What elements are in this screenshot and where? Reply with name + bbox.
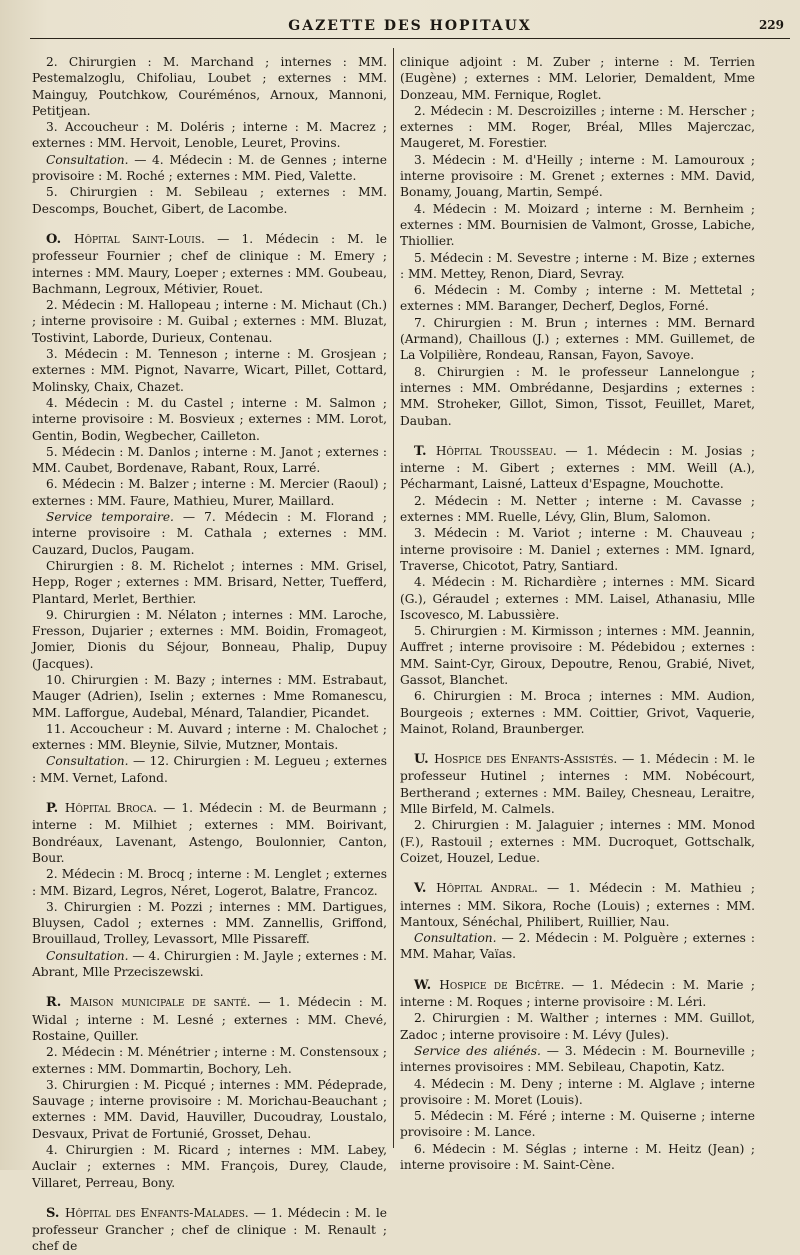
paragraph (32, 1077, 387, 1142)
paragraph-text: — 1. Médecin : M. de Beurmann ; interne : M. Milhiet ; externes : MM. Boirivant, Bondréaux, Lavenant, Astengo, Boulonnier, Canton, Bour. (32, 801, 387, 865)
paragraph-text: 2. Médecin : M. Netter ; interne : M. Cavasse ; externes : MM. Ruelle, Lévy, Glin, Blum, Salomon. (400, 493, 755, 525)
paragraph (32, 54, 387, 119)
hospital-name: Maison municipale de santé. (69, 995, 251, 1010)
section-letter: S. (46, 1205, 66, 1221)
service-label: Consultation. (46, 948, 129, 963)
paragraph (400, 282, 755, 315)
paragraph-text: 4. Médecin : M. Deny ; interne : M. Alglave ; interne provisoire : M. Moret (Louis). (400, 1076, 755, 1107)
paragraph-text: 2. Médecin : M. Ménétrier ; interne : M. Constensoux ; externes : MM. Dommartin, Bochory, Leh. (32, 1045, 387, 1076)
hospital-name: Hôpital Saint-Louis. (73, 231, 205, 246)
section-letter: P. (46, 801, 65, 817)
paragraph (400, 54, 755, 103)
paragraph (32, 672, 387, 721)
paragraph-text: 2. Chirurgien : M. Marchand ; internes : MM. Pestemalzoglu, Chifoliau, Loubet ; externes : MM. Mainguy, Poutchkow, Couréménos, Arnoux, Mannoni, Petitjean. (32, 55, 387, 118)
paragraph (32, 231, 387, 297)
paragraph (32, 509, 387, 558)
paragraph (400, 623, 755, 688)
paragraph (400, 364, 755, 429)
paragraph (400, 1043, 755, 1076)
paragraph-text: 6. Chirurgien : M. Broca ; internes : MM. Audion, Bourgeois ; externes : MM. Coittier, Grivot, Vaquerie, Mainot, Roland, Braunberger. (400, 689, 755, 736)
paragraph (400, 751, 755, 817)
paragraph (32, 994, 387, 1044)
paragraph (32, 444, 387, 477)
paragraph (32, 558, 387, 607)
paragraph (32, 184, 387, 217)
paragraph-text: 5. Chirurgien : M. Sebileau ; externes : MM. Descomps, Bouchet, Gibert, de Lacombe. (32, 185, 387, 216)
paragraph-text: clinique adjoint : M. Zuber ; interne : M. Terrien (Eugène) ; externes : MM. Lelorier, Demaldent, Mme Donzeau, MM. Fernique, Roglet. (400, 55, 755, 102)
paragraph (400, 103, 755, 152)
right-column (400, 54, 755, 1173)
left-column (32, 54, 387, 1255)
section-letter: T. (414, 443, 436, 459)
section-letter: U. (414, 752, 435, 768)
service-label: Consultation. (46, 152, 129, 167)
paragraph (32, 948, 387, 981)
paragraph-text: 8. Chirurgien : M. le professeur Lannelongue ; internes : MM. Ombrédanne, Desjardins ; externes : MM. Stroheker, Gillot, Simon, Tissot, Feuillet, Maret, Dauban. (400, 364, 755, 428)
paragraph (400, 152, 755, 201)
service-label: Consultation. (414, 931, 497, 946)
paragraph (32, 297, 387, 346)
paragraph (400, 250, 755, 283)
paragraph-text: 4. Médecin : M. Richardière ; internes : MM. Sicard (G.), Géraudel ; externes : MM. Laisel, Athanasiu, Mlle Iscovesco, M. Labussière. (400, 575, 755, 622)
paragraph-text: 10. Chirurgien : M. Bazy ; internes : MM. Estrabaut, Mauger (Adrien), Iselin ; externes : Mme Romanescu, MM. Lafforgue, Audebal, Ménard, Talandier, Picandet. (32, 672, 387, 720)
paragraph-text: 2. Chirurgien : M. Jalaguier ; internes : MM. Monod (F.), Rastouil ; externes : MM. Ducroquet, Gottschalk, Coizet, Houzel, Ledue. (400, 818, 755, 865)
paragraph-text: — 3. Médecin : M. Bourneville ; internes provisoires : MM. Sebileau, Chapotin, Katz. (400, 1043, 755, 1075)
paragraph (32, 395, 387, 444)
hospital-name: Hospice des Enfants-Assistés. (434, 752, 618, 767)
paragraph (32, 1142, 387, 1191)
section-letter: O. (46, 231, 74, 247)
paragraph-text: 11. Accoucheur : M. Auvard ; interne : M. Chalochet ; externes : MM. Bleynie, Silvie, Mutzner, Montais. (32, 721, 387, 753)
paragraph-text: 6. Médecin : M. Séglas ; interne : M. Heitz (Jean) ; interne provisoire : M. Saint-Cène. (400, 1141, 755, 1172)
paragraph-text: 3. Chirurgien : M. Pozzi ; internes : MM. Dartigues, Bluysen, Cadol ; externes : MM. Zannellis, Griffond, Brouillaud, Trolley, Levassort, Mlle Pissareff. (32, 899, 387, 947)
paragraph (400, 201, 755, 250)
paragraph-text: 3. Médecin : M. d'Heilly ; interne : M. Lamouroux ; interne provisoire : M. Grenet ; externes : MM. David, Bonamy, Jouang, Martin, Sempé. (400, 152, 755, 200)
paragraph-text: — 1. Médecin : M. Widal ; interne : M. Lesné ; externes : MM. Chevé, Rostaine, Quiller. (32, 995, 387, 1043)
paragraph-text: 3. Chirurgien : M. Picqué ; internes : MM. Pédeprade, Sauvage ; interne provisoire : M. Morichau-Beauchant ; externes : MM. David, Hauviller, Ducoudray, Loustalo, Desvaux, Privat de Fortunié, Grosset, Dehau. (32, 1077, 387, 1141)
paragraph-text: 5. Médecin : M. Sevestre ; interne : M. Bize ; externes : MM. Mettey, Renon, Diard, Sevray. (400, 250, 755, 281)
paragraph-text: — 2. Médecin : M. Polguère ; externes : MM. Mahar, Vaïas. (400, 931, 755, 962)
paragraph (32, 800, 387, 866)
paragraph-text: 9. Chirurgien : M. Nélaton ; internes : MM. Laroche, Fresson, Dujarier ; externes : MM. Boidin, Fromageot, Jomier, Dionis du Séjour, Bonneau, Phalip, Dupuy (Jacques). (32, 607, 387, 671)
hospital-name: Hôpital Broca. (64, 801, 158, 816)
paragraph (32, 866, 387, 899)
paragraph (32, 346, 387, 395)
paragraph (32, 119, 387, 152)
paragraph-text: — 1. Médecin : M. le professeur Hutinel ; internes : MM. Nobécourt, Bertherand ; externes : MM. Bailey, Chesneau, Leraitre, Mlle Birfeld, M. Calmels. (400, 752, 755, 817)
paragraph-text: — 1. Médecin : M. Marie ; interne : M. Roques ; interne provisoire : M. Léri. (400, 977, 755, 1010)
paragraph-text: Chirurgien : 8. M. Richelot ; internes : MM. Grisel, Hepp, Roger ; externes : MM. Brisard, Netter, Tuefferd, Plantard, Merlet, Berthier. (32, 558, 387, 606)
paragraph-text: 7. Chirurgien : M. Brun ; internes : MM. Bernard (Armand), Chaillous (J.) ; externes : MM. Guillemet, de La Volpilière, Rondeau, Ransan, Fayon, Savoye. (400, 315, 755, 363)
service-label: Consultation. (46, 754, 129, 769)
paragraph (32, 476, 387, 509)
paragraph (32, 753, 387, 786)
paragraph-text: 6. Médecin : M. Balzer ; interne : M. Mercier (Raoul) ; externes : MM. Faure, Mathieu, Murer, Maillard. (32, 477, 387, 508)
paragraph (400, 688, 755, 737)
paragraph-text: 4. Chirurgien : M. Ricard ; internes : MM. Labey, Auclair ; externes : MM. François, Durey, Claude, Villaret, Perreau, Bony. (32, 1143, 387, 1190)
paragraph-text: 5. Médecin : M. Féré ; interne : M. Quiserne ; interne provisoire : M. Lance. (400, 1109, 755, 1140)
paragraph (400, 1076, 755, 1109)
hospital-name: Hôpital Andral. (436, 881, 538, 896)
paragraph (400, 880, 755, 930)
paragraph (400, 930, 755, 963)
paragraph (400, 574, 755, 623)
hospital-name: Hôpital Trousseau. (435, 443, 557, 458)
paragraph (32, 607, 387, 672)
paragraph-text: — 1. Médecin : M. Mathieu ; internes : MM. Sikora, Roche (Louis) ; externes : MM. Mantoux, Sénéchal, Philibert, Ruillier, Nau. (400, 881, 755, 929)
paragraph-text: — 7. Médecin : M. Florand ; interne provisoire : M. Cathala ; externes : MM. Cauzard, Duclos, Paugam. (32, 510, 387, 557)
service-label: Service des aliénés. (414, 1043, 541, 1058)
paragraph-text: 2. Chirurgien : M. Walther ; internes : MM. Guillot, Zadoc ; interne provisoire : M. Lévy (Jules). (400, 1011, 755, 1042)
paragraph (32, 1205, 387, 1255)
paragraph (400, 817, 755, 866)
hospital-name: Hospice de Bicêtre. (439, 977, 565, 992)
paragraph (32, 152, 387, 185)
page-header (30, 14, 790, 39)
section-letter: V. (414, 881, 437, 897)
paragraph-text: 3. Médecin : M. Variot ; interne : M. Chauveau ; interne provisoire : M. Daniel ; externes : MM. Ignard, Traverse, Chicotot, Patry, Santiard. (400, 526, 755, 573)
paragraph-text: — 4. Médecin : M. de Gennes ; interne provisoire : M. Roché ; externes : MM. Pied, Valette. (32, 152, 387, 184)
paragraph-text: 6. Médecin : M. Comby ; interne : M. Mettetal ; externes : MM. Baranger, Decherf, Deglos, Forné. (400, 283, 755, 314)
section-letter: W. (414, 977, 440, 993)
paragraph-text: 3. Médecin : M. Tenneson ; interne : M. Grosjean ; externes : MM. Pignot, Navarre, Wicart, Pillet, Cottard, Molinsky, Chaix, Chazet. (32, 347, 387, 394)
paragraph-text: 4. Médecin : M. du Castel ; interne : M. Salmon ; interne provisoire : M. Bosvieux ; externes : MM. Lorot, Gentin, Bodin, Wegbecher, Cailleton. (32, 395, 387, 443)
paragraph (400, 977, 755, 1011)
paragraph (32, 899, 387, 948)
paragraph (400, 1010, 755, 1043)
paragraph-text: 2. Médecin : M. Brocq ; interne : M. Lenglet ; externes : MM. Bizard, Legros, Néret, Logerot, Balatre, Francoz. (32, 867, 387, 898)
paragraph-text: — 4. Chirurgien : M. Jayle ; externes : M. Abrant, Mlle Przeciszewski. (32, 948, 387, 980)
paragraph-text: — 1. Médecin : M. Josias ; interne : M. Gibert ; externes : MM. Weill (A.), Pécharmant, Laisné, Latteux d'Espagne, Mouchotte. (400, 443, 755, 492)
paragraph (32, 721, 387, 754)
paragraph-text: — 1. Médecin : M. le professeur Fournier ; chef de clinique : M. Emery ; internes : MM. Maury, Loeper ; externes : MM. Goubeau, Bachmann, Legroux, Métivier, Rouet. (32, 231, 387, 296)
paragraph (400, 1108, 755, 1141)
paragraph-text: 4. Médecin : M. Moizard ; interne : M. Bernheim ; externes : MM. Bournisien de Valmont, Grosse, Labiche, Thiollier. (400, 201, 755, 249)
paragraph (400, 315, 755, 364)
page-title: GAZETTE DES HOPITAUX (288, 18, 532, 34)
paragraph-text: 3. Accoucheur : M. Doléris ; interne : M. Macrez ; externes : MM. Hervoit, Lenoble, Leuret, Provins. (32, 120, 387, 151)
paragraph (400, 443, 755, 493)
paragraph-text: — 1. Médecin : M. le professeur Grancher ; chef de clinique : M. Renault ; chef de (32, 1205, 387, 1254)
paragraph-text: 2. Médecin : M. Descroizilles ; interne : M. Herscher ; externes : MM. Roger, Bréal, Mlles Majerczac, Maugeret, M. Forestier. (400, 103, 755, 151)
paragraph-text: 5. Médecin : M. Danlos ; interne : M. Janot ; externes : MM. Caubet, Bordenave, Rabant, Roux, Larré. (32, 444, 387, 476)
column-divider (393, 48, 394, 1148)
section-letter: R. (46, 995, 70, 1011)
paragraph-text: 2. Médecin : M. Hallopeau ; interne : M. Michaut (Ch.) ; interne provisoire : M. Guibal ; externes : MM. Bluzat, Tostivint, Laborde, Durieux, Contenau. (32, 298, 387, 345)
page-number: 229 (758, 18, 784, 32)
hospital-name: Hôpital des Enfants-Malades. (65, 1205, 249, 1220)
paragraph-text: 5. Chirurgien : M. Kirmisson ; internes : MM. Jeannin, Auffret ; interne provisoire : M. Pédebidou ; externes : MM. Saint-Cyr, Giroux, Depoutre, Renou, Grabié, Nivet, Gassot, Blanchet. (400, 624, 755, 687)
paragraph (400, 493, 755, 526)
paragraph (32, 1044, 387, 1077)
paragraph (400, 525, 755, 574)
paragraph (400, 1141, 755, 1174)
paragraph-text: — 12. Chirurgien : M. Legueu ; externes : MM. Vernet, Lafond. (32, 754, 387, 785)
service-label: Service temporaire. (46, 510, 174, 525)
